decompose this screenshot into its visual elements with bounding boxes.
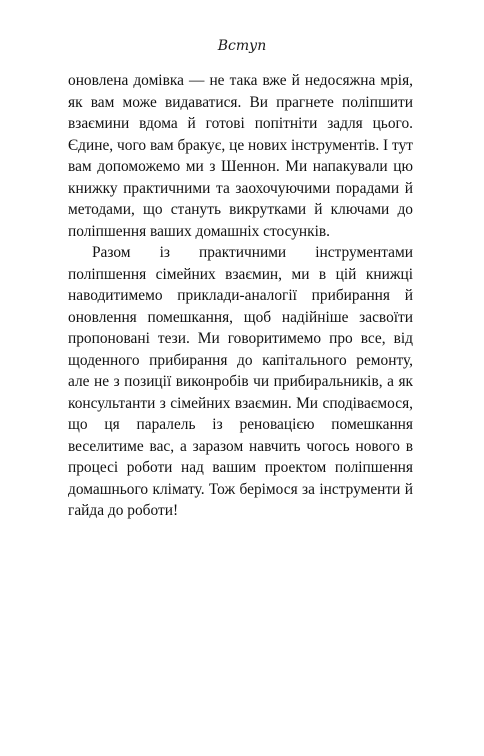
body-text bbox=[68, 70, 413, 522]
paragraph-continuation: оновлена домівка — не така вже й недосяжна мрія, як вам може видаватися. Ви прагнете поліпшити взаємини вдома й готові попітніти задля цього. Єдине, чого вам бракує, це нових інструментів. І тут вам допоможемо ми з Шеннон. Ми напакували цю книжку практичними та заохочуючими порадами й методами, що стануть викрутками й ключами до поліпшення ваших домашніх стосунків. bbox=[68, 72, 413, 240]
paragraph: Разом із практичними інструментами поліпшення сімейних взаємин, ми в цій книжці наводитимемо приклади-аналогії прибирання й оновлення помешкання, щоб надійніше засвоїти пропоновані тези. Ми говоритимемо про все, від щоденного прибирання до капітального ремонту, але не з позиції виконробів чи прибиральників, а як консультанти з сімейних взаємин. Ми сподіваємося, що ця паралель із реновацією помешкання веселитиме вас, а заразом навчить чогось нового в процесі роботи над вашим проектом поліпшення домашнього клімату. Тож берімося за інструменти й гайда до роботи! bbox=[68, 244, 413, 519]
running-head: Вступ bbox=[217, 38, 267, 54]
